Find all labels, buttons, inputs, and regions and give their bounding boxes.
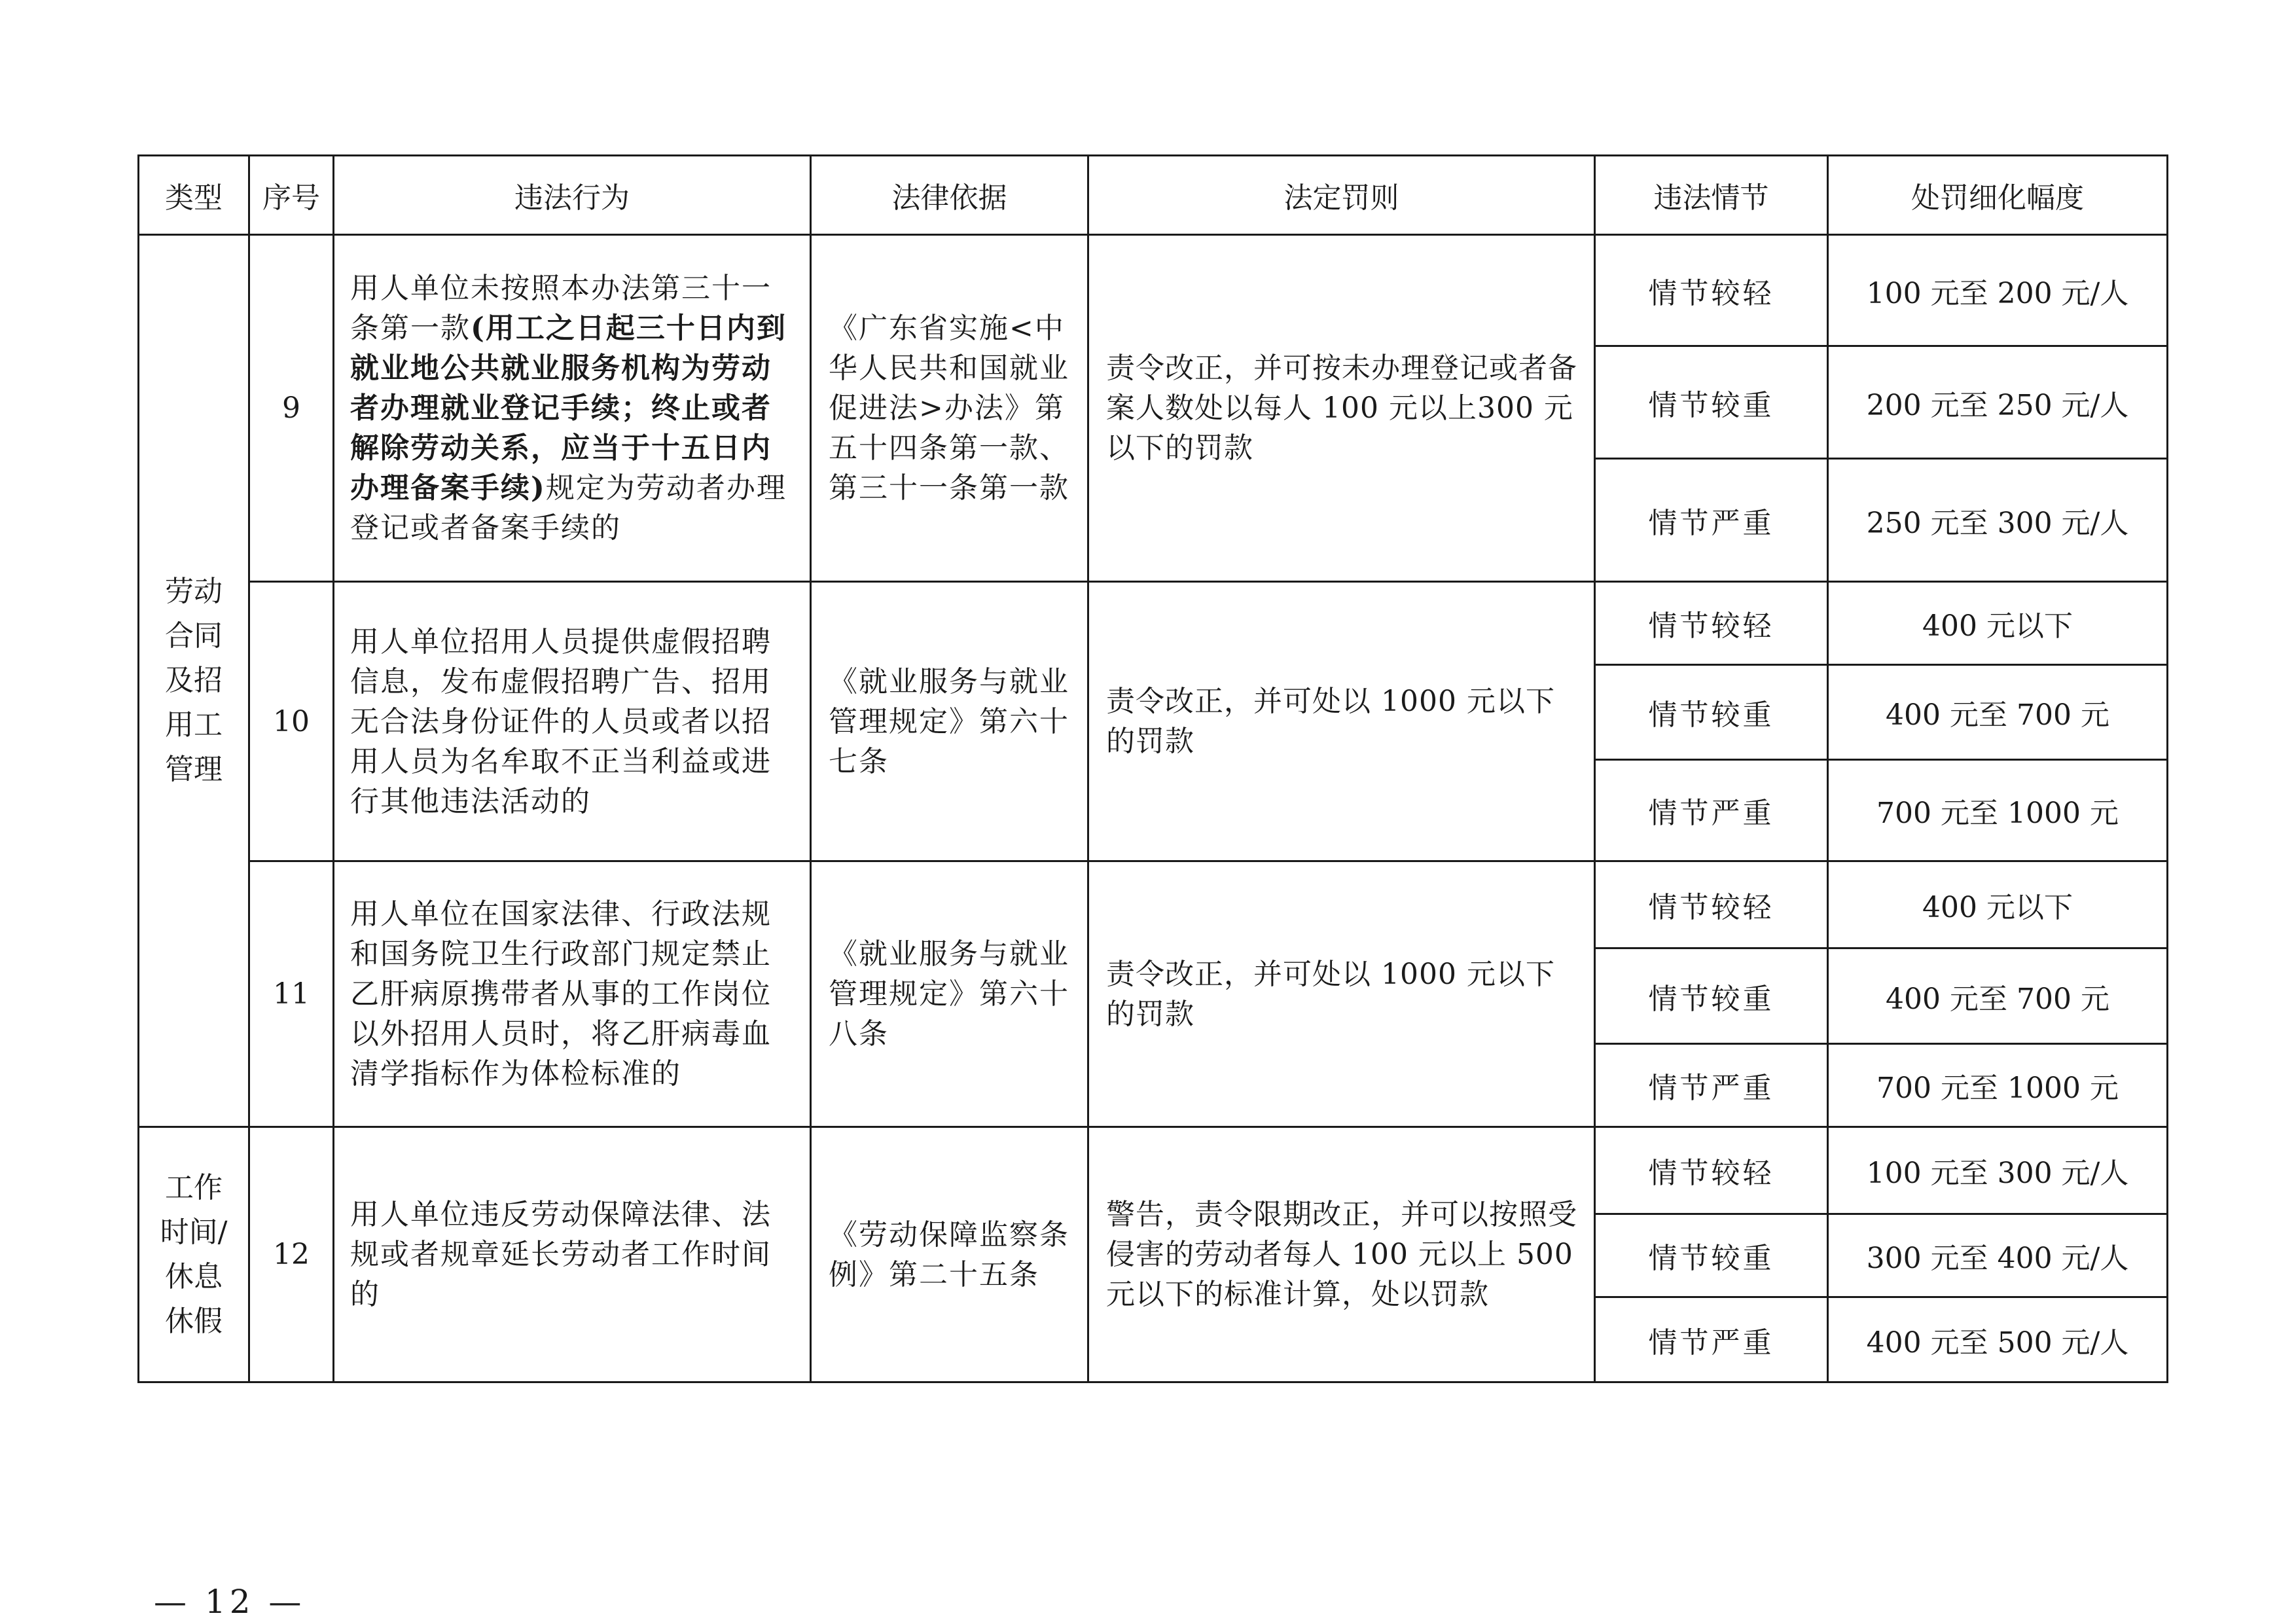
page-number: — 12 — — [154, 1583, 306, 1621]
table-row — [139, 582, 2168, 665]
type-line: 劳动 — [165, 575, 223, 608]
range-cell: 200 元至 250 元/人 — [1828, 346, 2168, 459]
type-line: 时间/ — [160, 1215, 228, 1249]
violation-text: 用人单位未按照本办法第三十一条第一款 — [350, 272, 772, 345]
severity-cell: 情节较轻 — [1595, 1127, 1828, 1214]
type-cell-labor-contract — [139, 235, 249, 1127]
row-number: 11 — [249, 861, 334, 1127]
type-line: 工作 — [165, 1170, 223, 1204]
violation-cell: 用人单位违反劳动保障法律、法规或者规章延长劳动者工作时间的 — [334, 1127, 811, 1382]
violation-cell: 用人单位招用人员提供虚假招聘信息，发布虚假招聘广告、招用无合法身份证件的人员或者以招用人员为名牟取不正当利益或进行其他违法活动的 — [334, 582, 811, 861]
severity-cell: 情节较重 — [1595, 346, 1828, 459]
table-row — [139, 861, 2168, 948]
violation-text: 规定为劳动者办理登记或者备案手续的 — [350, 471, 787, 545]
row-number: 9 — [249, 235, 334, 582]
range-cell: 700 元至 1000 元 — [1828, 1044, 2168, 1127]
severity-cell: 情节较重 — [1595, 1214, 1828, 1297]
range-cell: 300 元至 400 元/人 — [1828, 1214, 2168, 1297]
type-cell-work-time — [139, 1127, 249, 1382]
severity-cell: 情节较轻 — [1595, 235, 1828, 346]
basis-cell: 《广东省实施<中华人民共和国就业促进法>办法》第五十四条第一款、第三十一条第一款 — [811, 235, 1088, 582]
row-number: 12 — [249, 1127, 334, 1382]
header-severity: 违法情节 — [1595, 156, 1828, 235]
header-type: 类型 — [139, 156, 249, 235]
header-no: 序号 — [249, 156, 334, 235]
basis-cell: 《就业服务与就业管理规定》第六十八条 — [811, 861, 1088, 1127]
violation-cell: 用人单位在国家法律、行政法规和国务院卫生行政部门规定禁止乙肝病原携带者从事的工作岗位以外招用人员时，将乙肝病毒血清学指标作为体检标准的 — [334, 861, 811, 1127]
type-line: 用工 — [165, 708, 223, 742]
range-cell: 100 元至 200 元/人 — [1828, 235, 2168, 346]
table-header-row — [139, 156, 2168, 235]
penalty-table — [137, 154, 2168, 1383]
rule-cell: 责令改正，并可按未办理登记或者备案人数处以每人 100 元以上300 元以下的罚款 — [1088, 235, 1595, 582]
row-number: 10 — [249, 582, 334, 861]
range-cell: 400 元至 700 元 — [1828, 665, 2168, 760]
range-cell: 250 元至 300 元/人 — [1828, 459, 2168, 582]
range-cell: 400 元至 500 元/人 — [1828, 1297, 2168, 1382]
severity-cell: 情节严重 — [1595, 1297, 1828, 1382]
range-cell: 400 元以下 — [1828, 582, 2168, 665]
rule-cell: 责令改正，并可处以 1000 元以下的罚款 — [1088, 582, 1595, 861]
table-row — [139, 235, 2168, 346]
severity-cell: 情节较轻 — [1595, 582, 1828, 665]
severity-cell: 情节较重 — [1595, 948, 1828, 1044]
violation-bold-text: (用工之日起三十日内到就业地公共就业服务机构为劳动者办理就业登记手续；终止或者解除劳动关系，应当于十五日内办理备案手续) — [350, 312, 787, 505]
type-line: 休假 — [165, 1304, 223, 1338]
type-line: 合同 — [165, 619, 223, 653]
severity-cell: 情节较重 — [1595, 665, 1828, 760]
severity-cell: 情节严重 — [1595, 1044, 1828, 1127]
type-line: 休息 — [165, 1259, 223, 1293]
table-row — [139, 1127, 2168, 1214]
header-range: 处罚细化幅度 — [1828, 156, 2168, 235]
type-line: 及招 — [165, 664, 223, 697]
basis-cell: 《劳动保障监察条例》第二十五条 — [811, 1127, 1088, 1382]
severity-cell: 情节较轻 — [1595, 861, 1828, 948]
type-line: 管理 — [165, 753, 223, 786]
severity-cell: 情节严重 — [1595, 760, 1828, 861]
violation-cell — [334, 235, 811, 582]
range-cell: 100 元至 300 元/人 — [1828, 1127, 2168, 1214]
severity-cell: 情节严重 — [1595, 459, 1828, 582]
header-basis: 法律依据 — [811, 156, 1088, 235]
rule-cell: 警告，责令限期改正，并可以按照受侵害的劳动者每人 100 元以上 500 元以下的标准计算，处以罚款 — [1088, 1127, 1595, 1382]
range-cell: 400 元至 700 元 — [1828, 948, 2168, 1044]
range-cell: 400 元以下 — [1828, 861, 2168, 948]
basis-cell: 《就业服务与就业管理规定》第六十七条 — [811, 582, 1088, 861]
range-cell: 700 元至 1000 元 — [1828, 760, 2168, 861]
header-violation: 违法行为 — [334, 156, 811, 235]
header-rule: 法定罚则 — [1088, 156, 1595, 235]
rule-cell: 责令改正，并可处以 1000 元以下的罚款 — [1088, 861, 1595, 1127]
